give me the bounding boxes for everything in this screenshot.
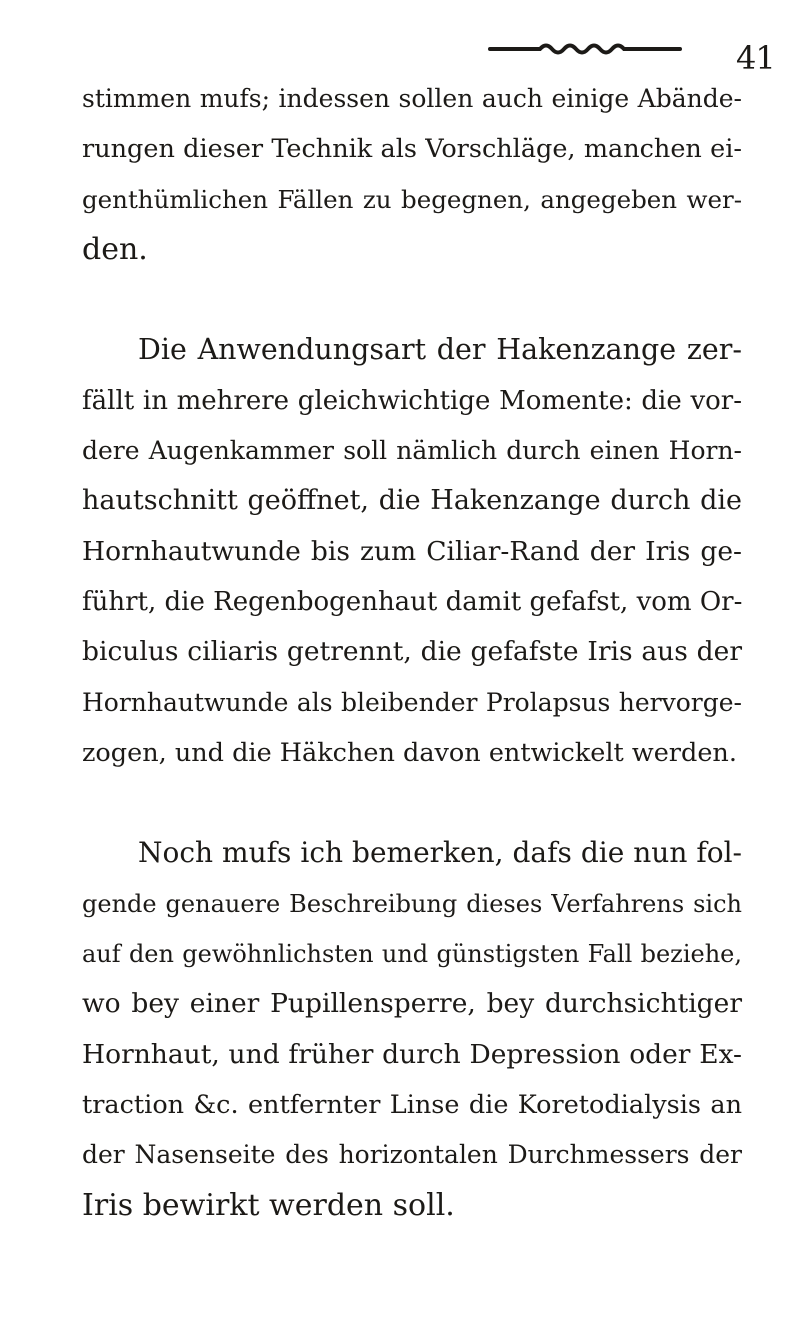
text-line: wo bey einer Pupillensperre, bey durchsichtiger [82,988,742,1020]
text-line: fällt in mehrere gleichwichtige Momente: die vor- [82,385,742,416]
body-text [82,74,742,1231]
text-line: führt, die Regenbogenhaut damit gefafst, vom Or- [82,586,743,617]
paragraph-2 [82,325,742,778]
text-line: Hornhautwunde als bleibender Prolapsus hervorge- [82,687,742,717]
text-line: hautschnitt geöffnet, die Hakenzange durch die [82,485,742,517]
text-line: der Nasenseite des horizontalen Durchmessers der [82,1140,742,1170]
text-line: Hornhaut, und früher durch Depression oder Ex- [82,1038,742,1070]
text-line: den. [82,231,148,267]
text-line: gende genauere Beschreibung dieses Verfahrens sich [82,889,742,918]
text-line: Die Anwendungsart der Hakenzange zer- [138,333,742,367]
header-ornament-icon [488,40,684,56]
paragraph-1 [82,74,742,275]
text-line: Noch mufs ich bemerken, dafs die nun fol- [138,836,742,870]
text-line: auf den gewöhnlichsten und günstigsten Fall beziehe, [82,940,742,969]
text-line: biculus ciliaris getrennt, die gefafste Iris aus der [82,636,742,668]
paragraph-3 [82,828,742,1230]
text-line: traction &c. entfernter Linse die Koretodialysis an [82,1089,742,1120]
text-line: genthümlichen Fällen zu begegnen, angegeben wer- [82,184,742,214]
text-line: Hornhautwunde bis zum Ciliar-Rand der Iris ge- [82,535,742,567]
text-line: dere Augenkammer soll nämlich durch einen Horn- [82,436,742,466]
text-line: stimmen mufs; indessen sollen auch einige Abände- [82,84,742,113]
text-line: rungen dieser Technik als Vorschläge, manchen ei- [82,134,742,165]
page-number: 41 [736,39,775,77]
text-line: Iris bewirkt werden soll. [82,1187,455,1223]
paragraph-gap [82,275,742,325]
paragraph-gap [82,778,742,828]
text-line: zogen, und die Häkchen davon entwickelt werden. [82,737,737,768]
